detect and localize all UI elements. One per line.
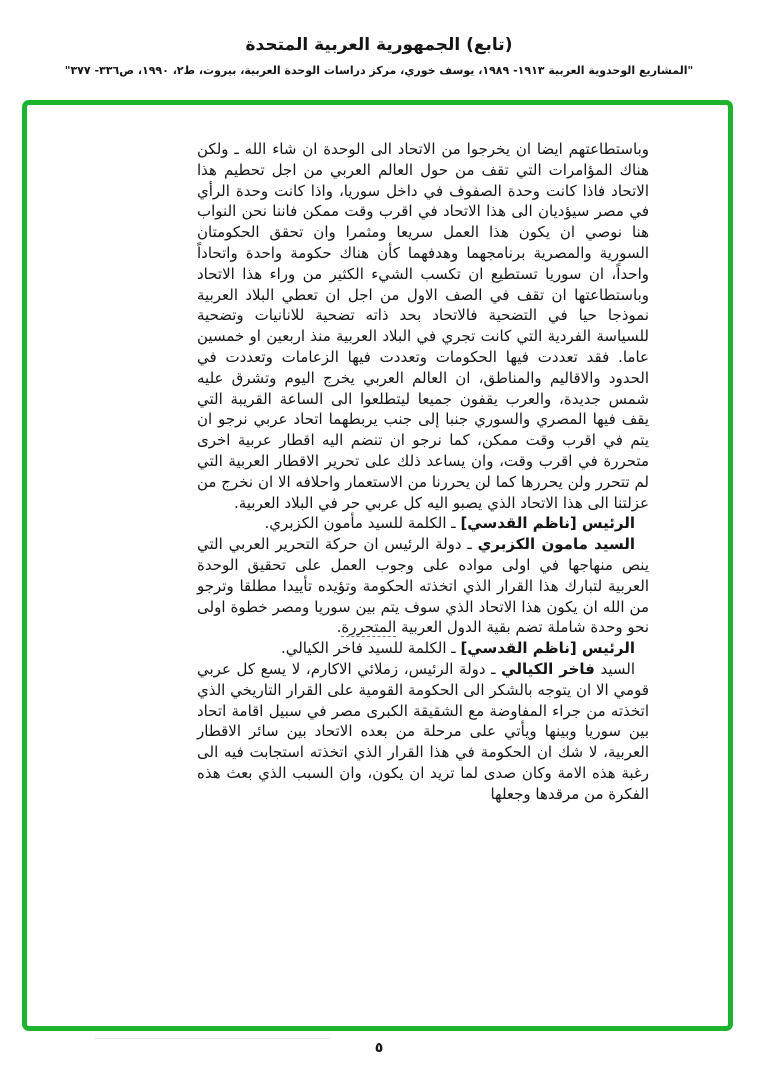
paragraph (197, 638, 649, 659)
speaker-name: فاخر الكيالي (501, 659, 595, 678)
paragraph (197, 139, 649, 513)
speaker-name: الرئيس [ناظم القدسي] (460, 514, 635, 533)
text-segment: ـ الكلمة للسيد فاخر الكيالي. (280, 639, 461, 658)
page-title: (تابع) الجمهورية العربية المتحدة (245, 35, 513, 55)
text-segment: السيد (594, 659, 636, 678)
paragraph (197, 513, 649, 534)
text-segment: ـ دولة الرئيس ان حركة التحرير العربي التي ينص منهاجها في اولى مواده على وجوب العمل على تحقيق الوحدة العربية لتبارك هذا القرار الذي اتخذته الحكومة وتؤيده تأييدا مطلقا وترجو من الله ان يكون هذا الاتحاد الذي سوف يتم بين سوريا ومصر خطوة اولى نحو وحدة شاملة تضم بقية الدول العربية (197, 535, 649, 637)
text-segment: . (336, 618, 342, 637)
text-segment: ـ دولة الرئيس، زملائي الاكارم، لا يسع كل عربي قومي الا ان يتوجه بالشكر الى الحكومة القومية على القرار التاريخي الذي اتخذته من جراء المفاوضة مع الشقيقة الكبرى مصر في سبيل اقامة اتحاد بين سوريا وبينها ويأتي على مرحلة من بعده الاتحاد بين سائر الاقطار العربية، لا شك ان الحكومة في هذا القرار الذي اتخذته استجابت فيه الى رغبة هذه الامة وكان صدى لما تريد ان يكون، وان السبب الذي بعث هذه الفكرة من مرقدها وجعلها (197, 659, 649, 803)
text-segment: وباستطاعتهم ايضا ان يخرجوا من الاتحاد الى الوحدة ان شاء الله ـ ولكن هناك المؤامرات التي تقف من حول العالم العربي من اجل تحطيم هذا الاتحاد فاذا كانت وحدة الصفوف في داخل سوريا، واذا كانت وحدة الرأي في مصر سيؤديان الى هذا الاتحاد في اقرب وقت ممكن فاننا نحن النواب هنا نوصي ان يكون هذا العمل سريعا ومثمرا وان تحقق الحكومتان السورية والمصرية برنامجهما وهدفهما كأن هناك حكومة واحدة واتحاداً واحداً، ان سوريا تستطيع ان تكسب الشيء الكثير من وراء هذا الاتحاد وباستطاعتها ان تقف في الصف الاول من اجل ان تعطي البلاد العربية نموذجا حيا في التضحية فالاتحاد بحد ذاته تضحية للانانيات وتضحية للسياسة الفردية التي كانت تجري في البلاد العربية منذ اربعين او خمسين عاما. فقد تعددت فيها الحكومات وتعددت فيها الزعامات وتعددت في الحدود والاقاليم والمناطق، ان العالم العربي يخرج اليوم وتشرق عليه شمس جديدة، والعرب يقفون جميعا ليتطلعوا الى الساعة القريبة التي يقف فيها المصري والسوري جنبا إلى جنب يربطهما اتحاد عربي نرجو ان يتم في اقرب وقت ممكن، كما نرجو ان تنضم اليه اقطار عربية اخرى متحررة في اقرب وقت، وان يساعد ذلك على تحرير الاقطار العربية التي لم تتحرر ولن يحررها كما لن يحررنا من الاستعمار واحلافه الا ان نخرج من عزلتنا الى هذا الاتحاد الذي يصبو اليه كل عربي حر في البلاد العربية. (197, 140, 649, 512)
underlined-word: المتحررة (341, 618, 397, 637)
text-segment: ـ الكلمة للسيد مأمون الكزبري. (264, 514, 461, 533)
speaker-name: الرئيس [ناظم القدسي] (460, 639, 635, 658)
paragraph (197, 534, 649, 638)
body-text (197, 139, 649, 805)
scan-artifact-line (95, 1038, 330, 1039)
speaker-name: السيد مامون الكزبري (477, 535, 635, 554)
page-number: ٥ (374, 1040, 384, 1056)
source-citation: "المشاريع الوحدوية العربية ١٩١٣- ١٩٨٩، يوسف خوري، مركز دراسات الوحدة العربية، بيروت، ط٢، ١٩٩٠، ص٣٣٦- ٣٧٧" (64, 64, 694, 77)
paragraph (197, 659, 649, 805)
